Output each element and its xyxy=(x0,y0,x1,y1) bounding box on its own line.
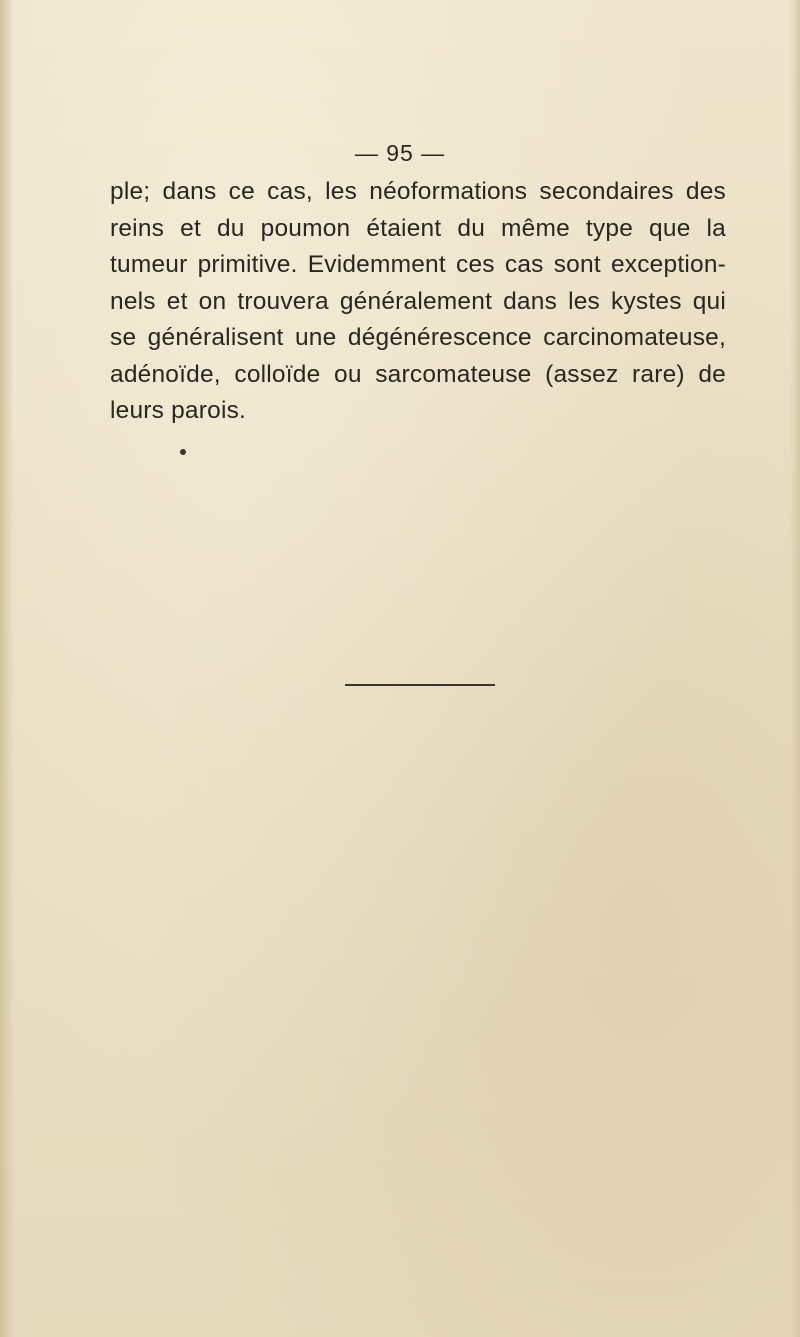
page-left-edge xyxy=(0,0,14,1337)
page-right-edge xyxy=(790,0,800,1337)
page-number: — 95 — xyxy=(354,140,446,166)
section-divider-rule xyxy=(345,684,495,686)
ink-speck xyxy=(180,449,186,455)
body-paragraph: ple; dans ce cas, les néoformations secondaires des reins et du poumon étaient du même type que la tumeur primitive. Evidemment ces cas sont exception-nels et on trouvera généralement dans les kystes qui se généralisent une dégénérescence carcinomateuse, adénoïde, colloïde ou sarcomateuse (assez rare) de leurs parois. xyxy=(110,178,726,424)
